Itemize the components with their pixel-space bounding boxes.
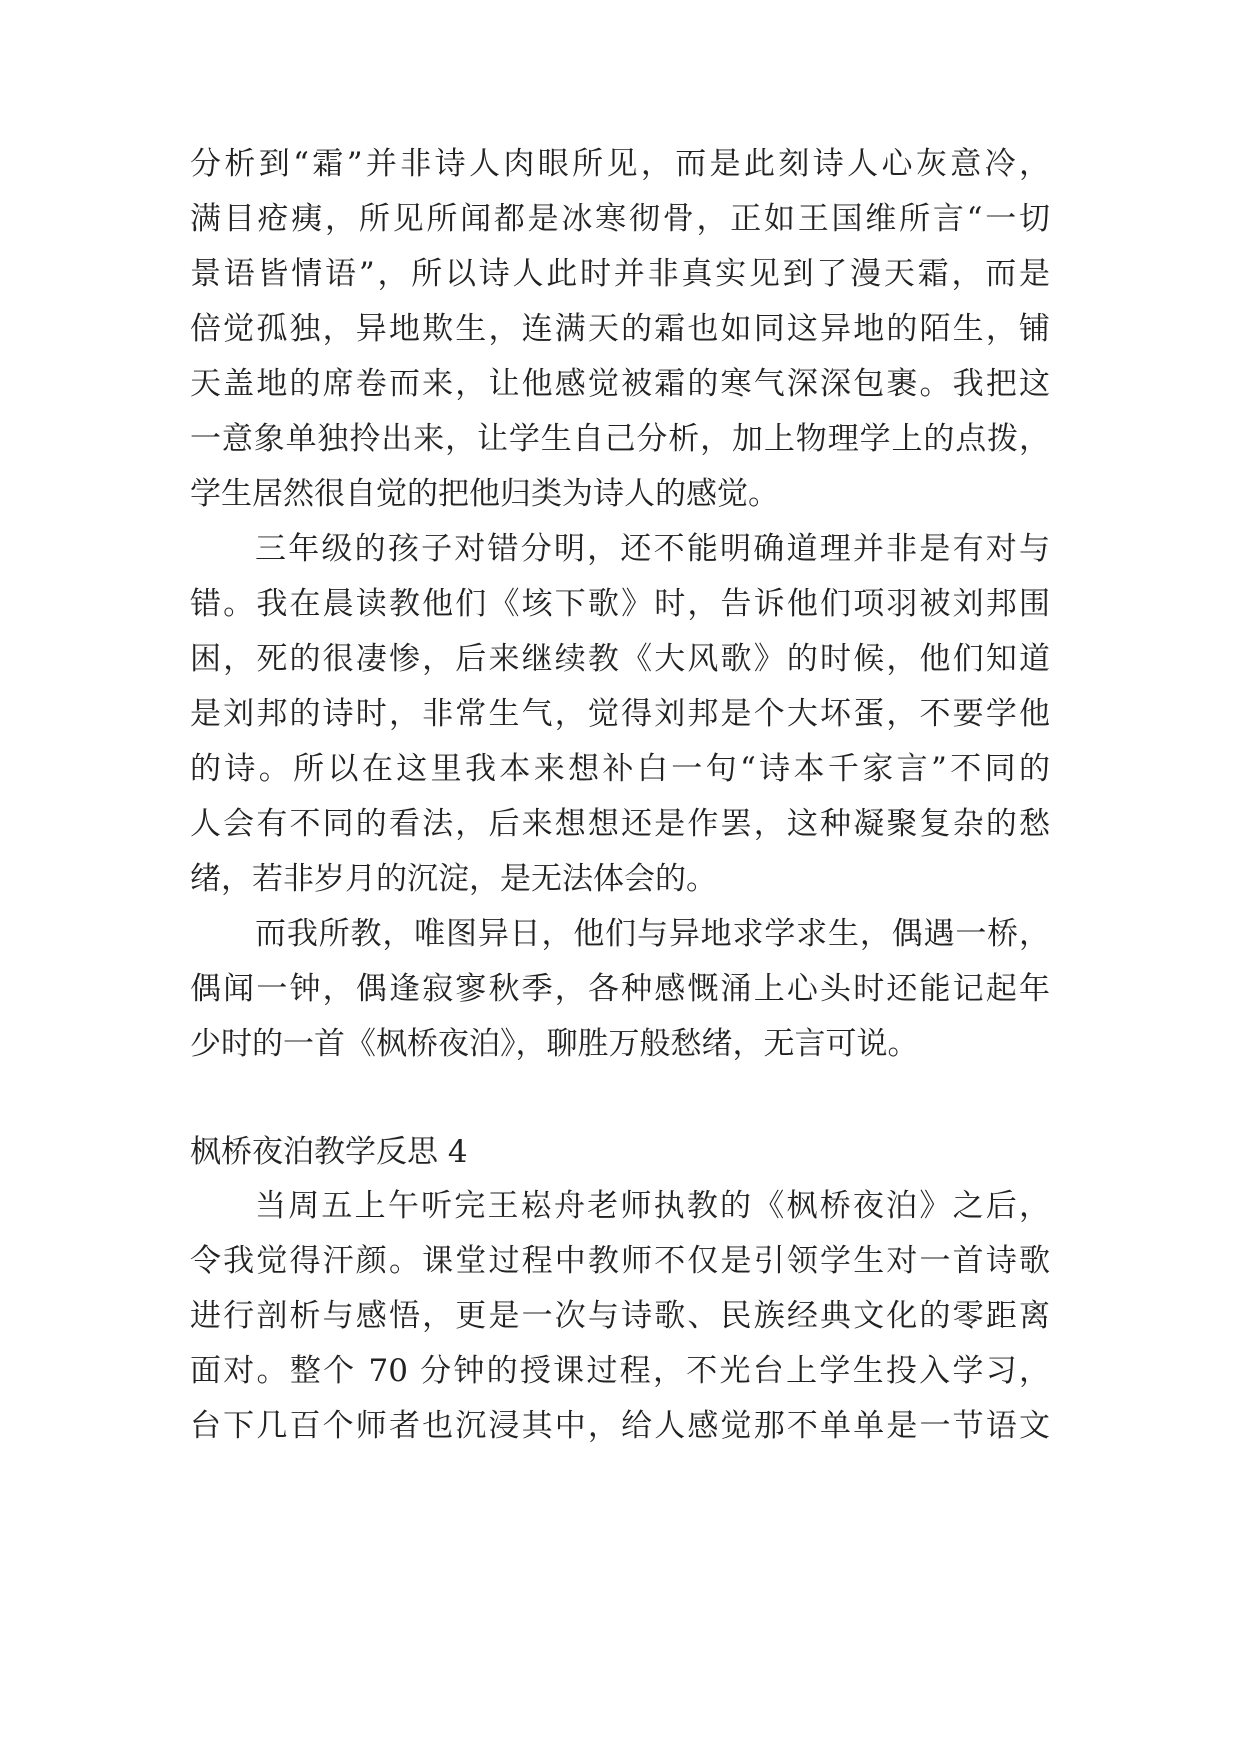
paragraph-2-line-7: 绪，若非岁月的沉淀，是无法体会的。 <box>190 861 717 897</box>
section-heading: 枫桥夜泊教学反思 4 <box>190 1134 468 1170</box>
paragraph-4-line-2: 令我觉得汗颜。课堂过程中教师不仅是引领学生对一首诗歌 <box>190 1243 1050 1279</box>
paragraph-4-line-1: 当周五上午听完王崧舟老师执教的《枫桥夜泊》之后， <box>255 1188 1050 1224</box>
paragraph-1-line-3: 景语皆情语”，所以诗人此时并非真实见到了漫天霜，而是 <box>190 256 1050 292</box>
paragraph-1-line-7: 学生居然很自觉的把他归类为诗人的感觉。 <box>190 476 779 512</box>
paragraph-4-line-3: 进行剖析与感悟，更是一次与诗歌、民族经典文化的零距离 <box>190 1298 1050 1334</box>
paragraph-3-line-2: 偶闻一钟，偶逢寂寥秋季，各种感慨涌上心头时还能记起年 <box>190 971 1050 1007</box>
paragraph-1-line-4: 倍觉孤独，异地欺生，连满天的霜也如同这异地的陌生，铺 <box>190 311 1050 347</box>
paragraph-3-line-1: 而我所教，唯图异日，他们与异地求学求生，偶遇一桥， <box>255 916 1050 952</box>
paragraph-2-line-2: 错。我在晨读教他们《垓下歌》时，告诉他们项羽被刘邦围 <box>190 586 1050 622</box>
paragraph-1-line-6: 一意象单独拎出来，让学生自己分析，加上物理学上的点拨， <box>190 421 1050 457</box>
paragraph-2-line-3: 困，死的很凄惨，后来继续教《大风歌》的时候，他们知道 <box>190 641 1050 677</box>
paragraph-2-line-5: 的诗。所以在这里我本来想补白一句“诗本千家言”不同的 <box>190 751 1050 787</box>
paragraph-1-line-5: 天盖地的席卷而来，让他感觉被霜的寒气深深包裹。我把这 <box>190 366 1050 402</box>
paragraph-2-line-6: 人会有不同的看法，后来想想还是作罢，这种凝聚复杂的愁 <box>190 806 1050 842</box>
paragraph-1-line-1: 分析到“霜”并非诗人肉眼所见，而是此刻诗人心灰意冷， <box>190 146 1050 182</box>
paragraph-2-line-1: 三年级的孩子对错分明，还不能明确道理并非是有对与 <box>255 531 1050 567</box>
paragraph-2-line-4: 是刘邦的诗时，非常生气，觉得刘邦是个大坏蛋，不要学他 <box>190 696 1050 732</box>
paragraph-4-line-4: 面对。整个 70 分钟的授课过程，不光台上学生投入学习， <box>190 1353 1050 1389</box>
paragraph-4-line-5: 台下几百个师者也沉浸其中，给人感觉那不单单是一节语文 <box>190 1408 1050 1444</box>
paragraph-3-line-3: 少时的一首《枫桥夜泊》，聊胜万般愁绪，无言可说。 <box>190 1026 919 1062</box>
paragraph-1-line-2: 满目疮痍，所见所闻都是冰寒彻骨，正如王国维所言“一切 <box>190 201 1050 237</box>
